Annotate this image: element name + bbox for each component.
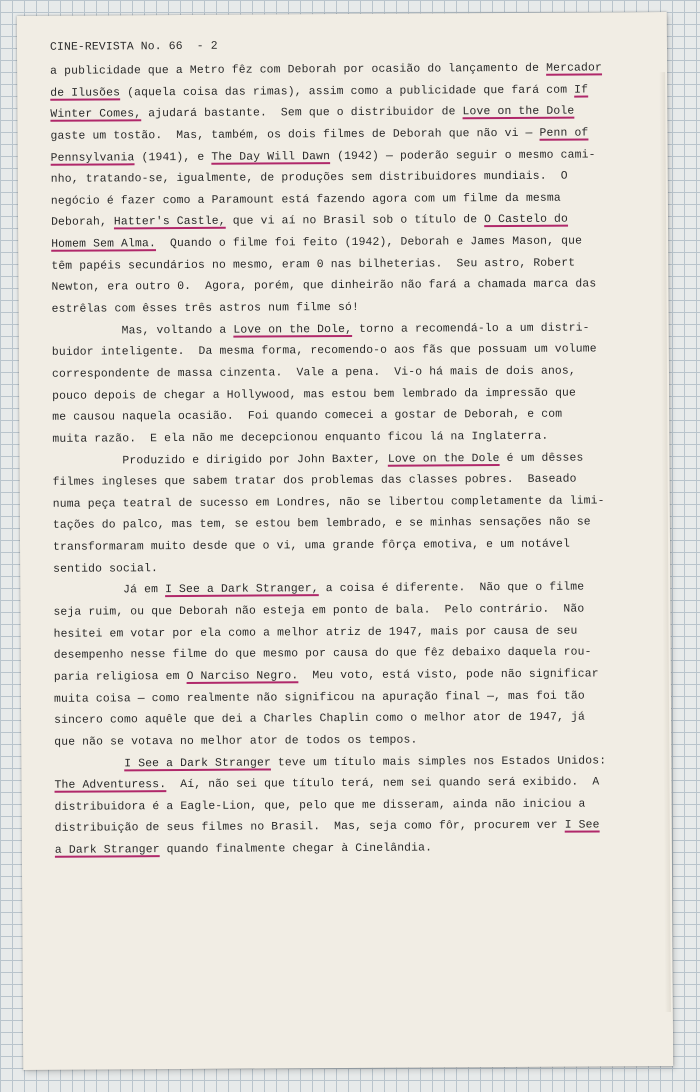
text-segment: Já em xyxy=(53,584,166,598)
underlined-title: The Adventuress. xyxy=(54,779,167,792)
text-segment: me causou naquela ocasião. Foi quando comecei a gostar de Deborah, e com xyxy=(52,408,563,425)
text-segment: pouco depois de chegar a Hollywood, mas estou bem lembrado da impressão que xyxy=(52,387,577,403)
text-segment: Quando o filme foi feito (1942), Deborah e James Mason, que xyxy=(155,235,583,251)
text-segment: a coisa é diferente. Não que o filme xyxy=(318,581,585,596)
underlined-title: I See xyxy=(564,819,600,833)
underlined-title: Penn of xyxy=(539,127,589,140)
text-segment: têm papéis secundários no mesmo, eram 0 nas bilheterias. Seu astro, Robert xyxy=(51,257,576,273)
text-segment: gaste um tostão. Mas, também, os dois filmes de Deborah que não vi — xyxy=(50,127,540,143)
text-segment: que vi aí no Brasil sob o título de xyxy=(225,214,485,229)
text-segment: teve um título mais simples nos Estados Unidos: xyxy=(270,754,607,769)
text-segment: negócio é fazer como a Paramount está fazendo agora com um filme da mesma xyxy=(50,192,561,208)
text-segment: correspondente de massa cinzenta. Vale a pena. Vi-o há mais de dois anos, xyxy=(51,365,576,381)
text-segment: Deborah, xyxy=(51,216,114,230)
text-segment: Mas, voltando a xyxy=(51,324,234,338)
underlined-title: Hatter's Castle, xyxy=(113,216,226,229)
text-segment: ajudará bastante. Sem que o distribuidor de xyxy=(141,106,463,121)
text-segment: estrêlas com êsses três astros num filme só! xyxy=(51,301,359,316)
text-line xyxy=(50,123,653,148)
text-line xyxy=(51,275,654,300)
text-segment: nho, tratando-se, igualmente, de produções sem distribuidores mundiais. O xyxy=(50,170,568,186)
text-segment: distribuição de seus filmes no Brasil. Mas, seja como fôr, procurem ver xyxy=(54,820,565,836)
underlined-title: Love on the Dole, xyxy=(233,323,353,337)
underlined-title: O Castelo do xyxy=(484,214,569,227)
typewritten-page xyxy=(17,12,673,1070)
underlined-title: O Narciso Negro. xyxy=(186,670,299,683)
text-segment: filmes ingleses que sabem tratar dos problemas das classes pobres. Baseado xyxy=(52,473,577,489)
underlined-title: Love on the Dole xyxy=(462,105,575,119)
text-segment: quando finalmente chegar à Cinelândia. xyxy=(159,842,433,857)
text-line xyxy=(51,166,654,191)
text-line xyxy=(54,707,657,732)
text-segment: Aí, não sei que título terá, nem sei quando será exibido. A xyxy=(166,776,600,792)
text-segment: hesitei em votar por ela como a melhor atriz de 1947, mais por causa de seu xyxy=(53,625,578,641)
text-segment: (1941), e xyxy=(134,151,212,164)
text-segment: numa peça teatral de sucesso em Londres, não se libertou completamente da limi- xyxy=(52,495,605,511)
underlined-title: Homem Sem Alma. xyxy=(51,238,157,251)
text-segment: buidor inteligente. Da mesma forma, recomendo-o aos fãs que possuam um volume xyxy=(51,343,597,360)
text-segment: paria religiosa em xyxy=(53,670,187,684)
text-segment: (aquela coisa das rimas), assim como a publicidade que fará com xyxy=(120,84,575,100)
text-segment: tações do palco, mas tem, se estou bem lembrado, e se minhas sensações não se xyxy=(52,516,591,533)
text-segment: muita razão. E ela não me decepcionou enquanto ficou lá na Inglaterra. xyxy=(52,430,549,446)
underlined-title: If xyxy=(574,84,589,97)
text-segment: Produzido e dirigido por John Baxter, xyxy=(52,453,388,468)
text-segment: torno a recomendá-lo a um distri- xyxy=(352,322,590,336)
underlined-title: Pennsylvania xyxy=(50,151,135,165)
underlined-title: Love on the Dole xyxy=(387,452,500,466)
underlined-title: Winter Comes, xyxy=(50,108,142,122)
text-segment: (1942) — poderão seguir o mesmo cami- xyxy=(330,149,596,163)
text-segment xyxy=(54,758,124,770)
underlined-title: The Day Will Dawn xyxy=(211,150,331,164)
underlined-title: Mercador xyxy=(546,62,603,75)
underlined-title: de Ilusões xyxy=(50,87,121,100)
text-segment: muita coisa — como realmente não significou na apuração final —, mas foi tão xyxy=(53,690,585,706)
text-segment: Newton, era outro 0. Agora, porém, que dinheirão não fará a chamada marca das xyxy=(51,278,597,295)
text-line xyxy=(54,664,657,689)
text-line xyxy=(55,837,658,862)
text-segment: é um dêsses xyxy=(499,452,584,465)
text-line xyxy=(52,383,655,408)
text-line xyxy=(50,58,653,83)
underlined-title: I See a Dark Stranger, xyxy=(165,583,319,597)
text-segment: distribuidora é a Eagle-Lion, que, pelo que me disseram, ainda não iniciou a xyxy=(54,798,586,814)
text-segment: Meu voto, está visto, pode não significar xyxy=(298,668,599,683)
page-number: - 2 xyxy=(196,40,218,53)
text-segment: seja ruim, ou que Deborah não esteja em ponto de bala. Pelo contrário. Não xyxy=(53,603,585,619)
text-line xyxy=(55,816,658,841)
text-segment: sincero como aquêle que dei a Charles Chaplin como o melhor ator de 1947, já xyxy=(54,711,586,727)
text-line xyxy=(53,599,656,624)
text-line xyxy=(53,534,656,559)
body-text xyxy=(50,58,658,862)
text-segment: transformaram muito desde que o vi, uma grande fôrça emotiva, e um notável xyxy=(52,538,571,554)
page-header-title: CINE-REVISTA No. 66 xyxy=(49,40,183,54)
underlined-title: a Dark Stranger xyxy=(54,844,160,857)
text-segment: sentido social. xyxy=(53,562,159,576)
underlined-title: I See a Dark Stranger xyxy=(124,756,271,770)
text-segment: que não se votava no melhor ator de todos os tempos. xyxy=(54,734,418,749)
text-segment: desempenho nesse filme do que mesmo por causa do que fêz debaixo daquela rou- xyxy=(53,646,592,663)
page-header xyxy=(50,34,653,58)
text-segment: a publicidade que a Metro fêz com Deborah por ocasião do lançamento de xyxy=(50,62,547,78)
text-line xyxy=(52,361,655,386)
